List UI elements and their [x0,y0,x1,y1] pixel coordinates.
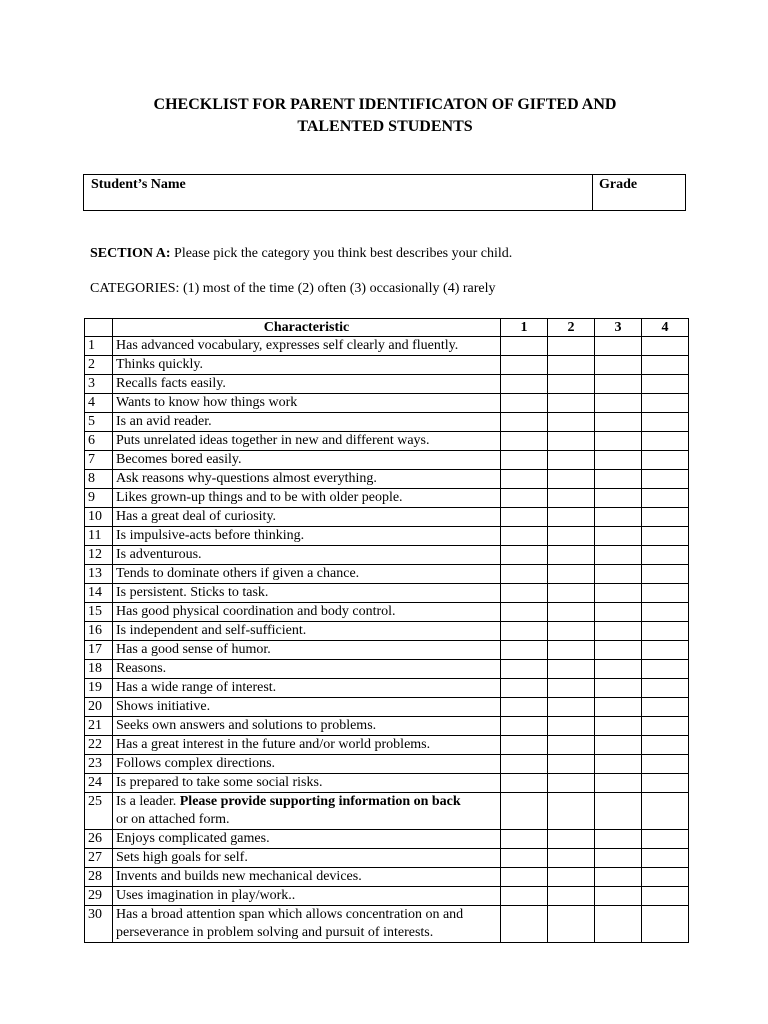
rating-cell-3[interactable] [595,868,642,887]
table-row [85,394,689,413]
rating-cell-4[interactable] [642,489,689,508]
page-title [84,94,686,138]
student-name-field[interactable] [84,175,593,210]
characteristic-label: Is independent and self-sufficient. [116,623,307,638]
table-row [85,584,689,603]
rating-cell-2[interactable] [548,527,595,546]
row-number: 24 [85,774,113,793]
title-line-2: TALENTED STUDENTS [297,118,473,135]
rating-cell-1[interactable] [501,887,548,906]
rating-cell-3[interactable] [595,413,642,432]
characteristic-label: Shows initiative. [116,699,211,714]
rating-cell-1[interactable] [501,337,548,356]
rating-cell-1[interactable] [501,432,548,451]
rating-cell-3[interactable] [595,698,642,717]
table-row [85,508,689,527]
table-row [85,451,689,470]
row-number: 3 [85,375,113,394]
characteristic-text [113,622,501,641]
student-name-label: Student’s Name [91,177,186,192]
table-row [85,546,689,565]
rating-cell-4[interactable] [642,736,689,755]
rating-cell-4[interactable] [642,508,689,527]
rating-cell-3[interactable] [595,584,642,603]
rating-cell-4[interactable] [642,660,689,679]
rating-cell-1[interactable] [501,736,548,755]
rating-cell-4[interactable] [642,546,689,565]
rating-cell-1[interactable] [501,603,548,622]
rating-cell-4[interactable] [642,830,689,849]
characteristic-label: Enjoys complicated games. [116,831,270,846]
rating-cell-2[interactable] [548,830,595,849]
characteristic-text [113,830,501,849]
rating-cell-1[interactable] [501,451,548,470]
characteristic-text [113,660,501,679]
rating-cell-2[interactable] [548,906,595,943]
rating-cell-3[interactable] [595,337,642,356]
rating-cell-3[interactable] [595,679,642,698]
rating-cell-4[interactable] [642,793,689,830]
rating-cell-4[interactable] [642,413,689,432]
rating-cell-3[interactable] [595,849,642,868]
rating-cell-3[interactable] [595,793,642,830]
section-a-text: Please pick the category you think best describes your child. [174,246,513,261]
rating-cell-4[interactable] [642,565,689,584]
row-number: 19 [85,679,113,698]
row-number: 16 [85,622,113,641]
characteristic-text [113,470,501,489]
row-number: 20 [85,698,113,717]
characteristic-label: Likes grown-up things and to be with older people. [116,490,403,505]
table-row [85,774,689,793]
title-line-1: CHECKLIST FOR PARENT IDENTIFICATON OF GIFTED AND [153,96,617,113]
rating-cell-2[interactable] [548,717,595,736]
row-number: 10 [85,508,113,527]
rating-cell-2[interactable] [548,470,595,489]
rating-cell-1[interactable] [501,394,548,413]
characteristic-text [113,793,501,830]
characteristic-label: Becomes bored easily. [116,452,242,467]
characteristic-text [113,546,501,565]
rating-cell-2[interactable] [548,849,595,868]
rating-cell-4[interactable] [642,641,689,660]
row-number: 1 [85,337,113,356]
characteristic-label: Has a good sense of humor. [116,642,271,657]
header-rating-3: 3 [595,319,642,337]
rating-cell-1[interactable] [501,356,548,375]
characteristic-text [113,527,501,546]
rating-cell-2[interactable] [548,394,595,413]
table-row [85,679,689,698]
rating-cell-3[interactable] [595,830,642,849]
student-info-box [83,174,686,211]
characteristic-text [113,868,501,887]
characteristic-text [113,375,501,394]
row-number: 7 [85,451,113,470]
grade-label: Grade [599,177,638,192]
rating-cell-3[interactable] [595,451,642,470]
rating-cell-3[interactable] [595,622,642,641]
rating-cell-2[interactable] [548,887,595,906]
rating-cell-4[interactable] [642,887,689,906]
row-number: 28 [85,868,113,887]
rating-cell-4[interactable] [642,394,689,413]
rating-cell-1[interactable] [501,470,548,489]
characteristic-text [113,887,501,906]
rating-cell-2[interactable] [548,489,595,508]
table-row [85,887,689,906]
characteristic-label: Tends to dominate others if given a chance. [116,566,360,581]
characteristics-table [84,318,689,943]
rating-cell-2[interactable] [548,679,595,698]
rating-cell-2[interactable] [548,375,595,394]
characteristic-text [113,755,501,774]
rating-cell-4[interactable] [642,755,689,774]
characteristic-label: Wants to know how things work [116,395,298,410]
row-number: 5 [85,413,113,432]
header-rating-1: 1 [501,319,548,337]
rating-cell-2[interactable] [548,603,595,622]
characteristic-text [113,356,501,375]
table-header-row [85,319,689,337]
row-number: 9 [85,489,113,508]
rating-cell-2[interactable] [548,736,595,755]
characteristic-text [113,736,501,755]
characteristic-label-continued: perseverance in problem solving and pursuit of interests. [116,925,434,940]
rating-cell-4[interactable] [642,432,689,451]
rating-cell-2[interactable] [548,584,595,603]
rating-cell-2[interactable] [548,641,595,660]
rating-cell-2[interactable] [548,413,595,432]
rating-cell-3[interactable] [595,470,642,489]
rating-cell-4[interactable] [642,375,689,394]
row-number: 26 [85,830,113,849]
characteristic-text [113,451,501,470]
header-number [85,319,113,337]
rating-cell-3[interactable] [595,906,642,943]
row-number: 21 [85,717,113,736]
rating-cell-1[interactable] [501,868,548,887]
grade-field[interactable] [593,175,685,210]
table-row [85,698,689,717]
rating-cell-4[interactable] [642,717,689,736]
rating-cell-3[interactable] [595,489,642,508]
table-row [85,470,689,489]
characteristic-label: Seeks own answers and solutions to problems. [116,718,377,733]
header-characteristic: Characteristic [113,319,501,337]
header-rating-4: 4 [642,319,689,337]
row-number: 18 [85,660,113,679]
rating-cell-4[interactable] [642,470,689,489]
row-number: 13 [85,565,113,584]
characteristic-label: Is adventurous. [116,547,202,562]
rating-cell-4[interactable] [642,584,689,603]
row-number: 30 [85,906,113,943]
table-row [85,527,689,546]
characteristic-label: Is prepared to take some social risks. [116,775,323,790]
characteristic-label: Has a great interest in the future and/or world problems. [116,737,431,752]
row-number: 22 [85,736,113,755]
rating-cell-2[interactable] [548,546,595,565]
rating-cell-2[interactable] [548,622,595,641]
table-row [85,356,689,375]
characteristic-label: Thinks quickly. [116,357,203,372]
rating-cell-3[interactable] [595,356,642,375]
rating-cell-4[interactable] [642,868,689,887]
table-row [85,375,689,394]
characteristic-text [113,508,501,527]
rating-cell-1[interactable] [501,774,548,793]
rating-cell-4[interactable] [642,849,689,868]
row-number: 12 [85,546,113,565]
characteristic-text [113,603,501,622]
table-row [85,736,689,755]
row-number: 27 [85,849,113,868]
rating-cell-1[interactable] [501,622,548,641]
rating-cell-3[interactable] [595,394,642,413]
rating-cell-1[interactable] [501,565,548,584]
characteristic-text [113,584,501,603]
rating-cell-1[interactable] [501,906,548,943]
rating-cell-1[interactable] [501,584,548,603]
rating-cell-2[interactable] [548,793,595,830]
rating-cell-2[interactable] [548,508,595,527]
rating-cell-4[interactable] [642,451,689,470]
characteristic-label: Is an avid reader. [116,414,212,429]
rating-cell-2[interactable] [548,660,595,679]
rating-cell-1[interactable] [501,830,548,849]
characteristic-label: Uses imagination in play/work.. [116,888,296,903]
rating-cell-4[interactable] [642,527,689,546]
rating-cell-1[interactable] [501,755,548,774]
characteristic-text [113,641,501,660]
table-row [85,849,689,868]
rating-cell-4[interactable] [642,698,689,717]
rating-cell-4[interactable] [642,337,689,356]
characteristic-label-continued: or on attached form. [116,812,230,827]
categories-legend: CATEGORIES: (1) most of the time (2) often (3) occasionally (4) rarely [90,281,496,296]
rating-cell-3[interactable] [595,603,642,622]
characteristic-label: Is persistent. Sticks to task. [116,585,269,600]
table-row [85,432,689,451]
rating-cell-1[interactable] [501,641,548,660]
rating-cell-3[interactable] [595,375,642,394]
rating-cell-1[interactable] [501,698,548,717]
table-row [85,906,689,943]
row-number: 4 [85,394,113,413]
characteristic-text [113,717,501,736]
table-row [85,489,689,508]
characteristic-text [113,679,501,698]
table-row [85,641,689,660]
table-row [85,868,689,887]
row-number: 29 [85,887,113,906]
rating-cell-3[interactable] [595,660,642,679]
rating-cell-1[interactable] [501,849,548,868]
header-rating-2: 2 [548,319,595,337]
rating-cell-4[interactable] [642,356,689,375]
rating-cell-1[interactable] [501,717,548,736]
table-row [85,793,689,830]
characteristic-label: Follows complex directions. [116,756,276,771]
table-row [85,755,689,774]
rating-cell-1[interactable] [501,546,548,565]
section-a-label: SECTION A: [90,246,171,261]
rating-cell-2[interactable] [548,337,595,356]
row-number: 8 [85,470,113,489]
table-row [85,622,689,641]
characteristic-text [113,774,501,793]
rating-cell-2[interactable] [548,774,595,793]
characteristic-label: Recalls facts easily. [116,376,226,391]
row-number: 17 [85,641,113,660]
table-row [85,413,689,432]
row-number: 6 [85,432,113,451]
characteristic-label: Is impulsive-acts before thinking. [116,528,305,543]
row-number: 14 [85,584,113,603]
rating-cell-3[interactable] [595,565,642,584]
supporting-info-note: Please provide supporting information on back [179,794,461,809]
row-number: 25 [85,793,113,830]
characteristic-label: Has a wide range of interest. [116,680,277,695]
characteristic-label: Has advanced vocabulary, expresses self clearly and fluently. [116,338,459,353]
table-row [85,830,689,849]
characteristic-text [113,337,501,356]
table-row [85,660,689,679]
row-number: 11 [85,527,113,546]
table-row [85,337,689,356]
rating-cell-2[interactable] [548,565,595,584]
table-row [85,603,689,622]
characteristic-text [113,432,501,451]
characteristic-label: Has good physical coordination and body control. [116,604,396,619]
rating-cell-4[interactable] [642,906,689,943]
rating-cell-3[interactable] [595,508,642,527]
rating-cell-3[interactable] [595,641,642,660]
characteristic-label: Sets high goals for self. [116,850,248,865]
characteristic-label: Invents and builds new mechanical devices. [116,869,362,884]
characteristic-text [113,489,501,508]
rating-cell-3[interactable] [595,432,642,451]
section-a-instructions [90,246,512,262]
characteristic-text [113,698,501,717]
rating-cell-1[interactable] [501,375,548,394]
rating-cell-3[interactable] [595,717,642,736]
characteristic-label: Has a broad attention span which allows concentration on and [116,907,464,922]
rating-cell-1[interactable] [501,679,548,698]
table-row [85,565,689,584]
characteristic-text [113,394,501,413]
rating-cell-1[interactable] [501,413,548,432]
characteristic-label: Is a leader. [116,794,177,809]
characteristic-label: Ask reasons why-questions almost everything. [116,471,377,486]
rating-cell-3[interactable] [595,527,642,546]
characteristic-text [113,906,501,943]
rating-cell-2[interactable] [548,755,595,774]
rating-cell-1[interactable] [501,508,548,527]
characteristic-label: Reasons. [116,661,167,676]
rating-cell-3[interactable] [595,887,642,906]
rating-cell-2[interactable] [548,356,595,375]
rating-cell-3[interactable] [595,774,642,793]
characteristic-text [113,849,501,868]
table-row [85,717,689,736]
characteristic-label: Puts unrelated ideas together in new and different ways. [116,433,430,448]
rating-cell-4[interactable] [642,774,689,793]
rating-cell-3[interactable] [595,736,642,755]
characteristic-label: Has a great deal of curiosity. [116,509,277,524]
row-number: 15 [85,603,113,622]
rating-cell-2[interactable] [548,451,595,470]
rating-cell-4[interactable] [642,679,689,698]
characteristic-text [113,565,501,584]
rating-cell-3[interactable] [595,546,642,565]
rating-cell-1[interactable] [501,489,548,508]
rating-cell-1[interactable] [501,527,548,546]
rating-cell-4[interactable] [642,603,689,622]
characteristic-text [113,413,501,432]
rating-cell-4[interactable] [642,622,689,641]
rating-cell-1[interactable] [501,793,548,830]
rating-cell-2[interactable] [548,698,595,717]
rating-cell-1[interactable] [501,660,548,679]
rating-cell-3[interactable] [595,755,642,774]
rating-cell-2[interactable] [548,432,595,451]
row-number: 23 [85,755,113,774]
rating-cell-2[interactable] [548,868,595,887]
row-number: 2 [85,356,113,375]
